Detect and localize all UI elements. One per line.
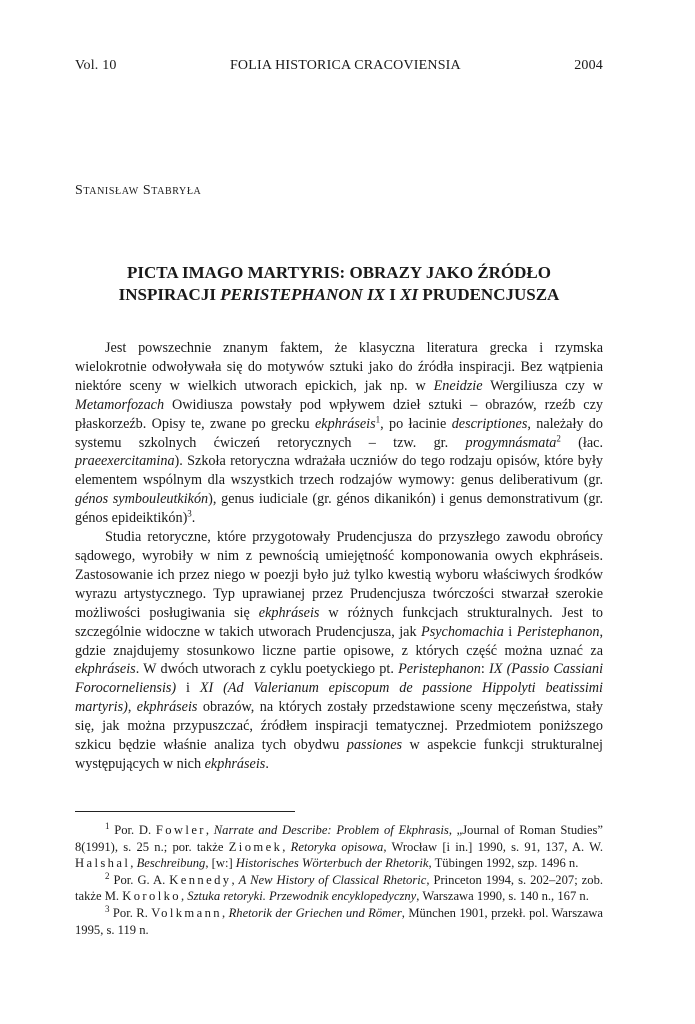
- text-run: ,: [222, 905, 229, 920]
- italic-text: IX (Passio Cassiani Forocorneliensis): [75, 661, 604, 697]
- italic-text: Peristephanon: [398, 661, 481, 678]
- text-run: . W dwóch utworach z cyklu poetyckiego pt.: [135, 661, 399, 678]
- text-run: .: [265, 755, 269, 772]
- italic-text: A New History of Classical Rhetoric: [238, 872, 427, 887]
- text-run: , po łacinie: [380, 415, 452, 432]
- text-run: Por. D.: [109, 823, 156, 837]
- italic-text: praeexercitamina: [75, 453, 175, 470]
- footnote-1: [75, 822, 603, 872]
- italic-text: Psychomachia: [421, 623, 504, 640]
- text-run: Korolko: [122, 889, 181, 904]
- text-run: i: [176, 680, 200, 697]
- text-run: , gdzie znajdujemy stosunkowo liczne partie opisowe, z których część można uznać za: [75, 623, 603, 659]
- title-italic: PERISTEPHANON IX: [220, 285, 386, 304]
- text-run: Fowler: [155, 823, 206, 837]
- footnote-divider: [75, 811, 295, 812]
- footnote-2: [75, 872, 603, 905]
- italic-text: Historisches Wörterbuch der Rhetorik: [235, 856, 429, 871]
- title-text: PRUDENCJUSZA: [418, 285, 560, 304]
- text-run: ,: [231, 872, 239, 887]
- italic-text: descriptiones: [451, 415, 528, 432]
- text-run: ). Szkoła retoryczna wdrażała uczniów do tego rodzaju opisów, które były elementem wspólnym dla wszystkich trzech rodzajów wymowy: genus deliberativum (gr.: [75, 453, 603, 489]
- text-run: , München 1901, przekł. pol. Warszawa 1995, s. 119 n.: [75, 905, 603, 937]
- text-run: Studia retoryczne, które przygotowały Prudencjusza do przyszłego zawodu obrońcy sądowego, wyrobiły w nim z pewnością umiejętność komponowania owych ekphráseis. Zastosowanie ich przez niego w poezji było już tylko kwestią wyboru właściwych środków wyrazu artystycznego. Typ uprawianej przez Prudencjusza twórczości stwarzał szerokie możliwości posługiwania się: [75, 529, 603, 621]
- text-run: , Tübingen 1992, szp. 1496 n.: [428, 856, 579, 871]
- title-text: INSPIRACJI: [118, 285, 221, 304]
- journal-name: FOLIA HISTORICA CRACOVIENSIA: [229, 58, 461, 73]
- text-run: :: [480, 661, 489, 678]
- text-run: w aspekcie funkcji strukturalnej występujących w nich: [75, 737, 603, 772]
- running-header: [75, 58, 603, 74]
- italic-text: XI (Ad Valerianum episcopum de passione Hippolyti beatissimi martyris): [75, 680, 603, 716]
- text-run: Halshal: [75, 856, 131, 871]
- text-run: , Wrocław [i in.] 1990, s. 91, 137, A. W.: [383, 839, 604, 854]
- italic-text: génos symbouleutkikón: [75, 491, 209, 508]
- text-run: obrazów, na których zostały przedstawione sceny męczeństwa, stały się, jak można przypuszczać, źródłem inspiracji tematycznej. Przedmiotem poniższego szkicu będzie właśnie analiza tych obydwu: [75, 699, 603, 754]
- text-run: ,: [282, 839, 291, 854]
- text-run: ,: [205, 823, 214, 837]
- publication-year: 2004: [574, 58, 603, 73]
- italic-text: Sztuka retoryki. Przewodnik encyklopedyczny: [187, 889, 417, 904]
- footnote-number: 3: [105, 903, 110, 914]
- article-title: [75, 262, 603, 306]
- italic-text: Beschreibung: [136, 856, 206, 871]
- text-run: , należały do systemu szkolnych ćwiczeń retorycznych – tzw. gr.: [75, 415, 603, 451]
- footnote-ref-3[interactable]: 3: [187, 508, 192, 519]
- text-run: , „Journal of Roman Studies” 8(1991), s. 25 n.; por. także: [75, 823, 604, 854]
- text-run: , Warszawa 1990, s. 140 n., 167 n.: [416, 889, 589, 904]
- footnote-number: 2: [105, 870, 110, 881]
- italic-text: progymnásmata: [465, 434, 557, 451]
- italic-text: passiones: [346, 737, 403, 754]
- footnote-ref-1[interactable]: 1: [375, 413, 381, 424]
- text-run: Por. G. A.: [109, 872, 170, 887]
- footnotes: [75, 822, 603, 938]
- text-run: Volkmann: [151, 905, 223, 920]
- text-run: Por. R.: [109, 905, 152, 920]
- text-run: ,: [181, 889, 188, 904]
- author-name: Stanisław Stabryła: [75, 183, 202, 198]
- text-run: Jest powszechnie znanym faktem, że klasyczna literatura grecka i rzymska wielokrotnie odwoływała się do motywów sztuki jako do źródła inspiracji. Bez wątpienia niektóre sceny w wielkich utworach epickich, jak np. w: [75, 340, 603, 394]
- paragraph-2: [75, 528, 603, 774]
- text-run: (łac.: [560, 434, 603, 451]
- body-text: [75, 339, 603, 774]
- text-run: Owidiusza powstały pod wpływem dzieł sztuki – obrazów, rzeźb czy płaskorzeźb. Opisy te, zwane po grecku: [75, 396, 603, 432]
- title-line-1: PICTA IMAGO MARTYRIS: OBRAZY JAKO ŹRÓDŁO: [127, 263, 551, 282]
- title-italic: XI: [400, 285, 419, 304]
- italic-text: Retoryka opisowa: [290, 839, 384, 854]
- italic-text: ekphráseis: [75, 661, 136, 678]
- text-run: ,: [130, 856, 137, 871]
- italic-text: Narrate and Describe: Problem of Ekphrasis: [213, 823, 449, 837]
- italic-text: ekphráseis: [314, 415, 376, 432]
- paragraph-1: [75, 339, 603, 528]
- text-run: Kennedy: [169, 872, 232, 887]
- text-run: , Princeton 1994, s. 202–207; zob. także M.: [75, 872, 604, 904]
- volume-number: Vol. 10: [75, 58, 117, 73]
- footnote-3: [75, 905, 603, 938]
- footnote-ref-2[interactable]: 2: [556, 432, 561, 443]
- title-text: I: [385, 285, 401, 304]
- text-run: .: [191, 510, 196, 527]
- italic-text: Rhetorik der Griechen und Römer: [228, 905, 402, 920]
- title-line-2: [75, 284, 603, 306]
- italic-text: Peristephanon: [516, 623, 600, 640]
- italic-text: ekphráseis: [136, 699, 198, 716]
- text-run: Ziomek: [228, 839, 283, 854]
- footnote-number: 1: [105, 820, 110, 831]
- text-run: , [w:]: [205, 856, 236, 871]
- text-run: ,: [127, 699, 137, 716]
- italic-text: ekphráseis: [204, 755, 266, 772]
- italic-text: Eneidzie: [433, 377, 483, 394]
- italic-text: ekphráseis: [258, 604, 320, 621]
- text-run: i: [503, 623, 517, 640]
- text-run: w różnych funkcjach strukturalnych. Jest to szczególnie widoczne w takich utworach Prudencjusza, jak: [75, 604, 603, 640]
- text-run: Wergiliusza czy w: [482, 377, 604, 394]
- italic-text: Metamorfozach: [75, 396, 165, 413]
- text-run: ), genus iudiciale (gr. génos dikanikón) i genus demonstrativum (gr. génos epideiktikón): [75, 491, 603, 527]
